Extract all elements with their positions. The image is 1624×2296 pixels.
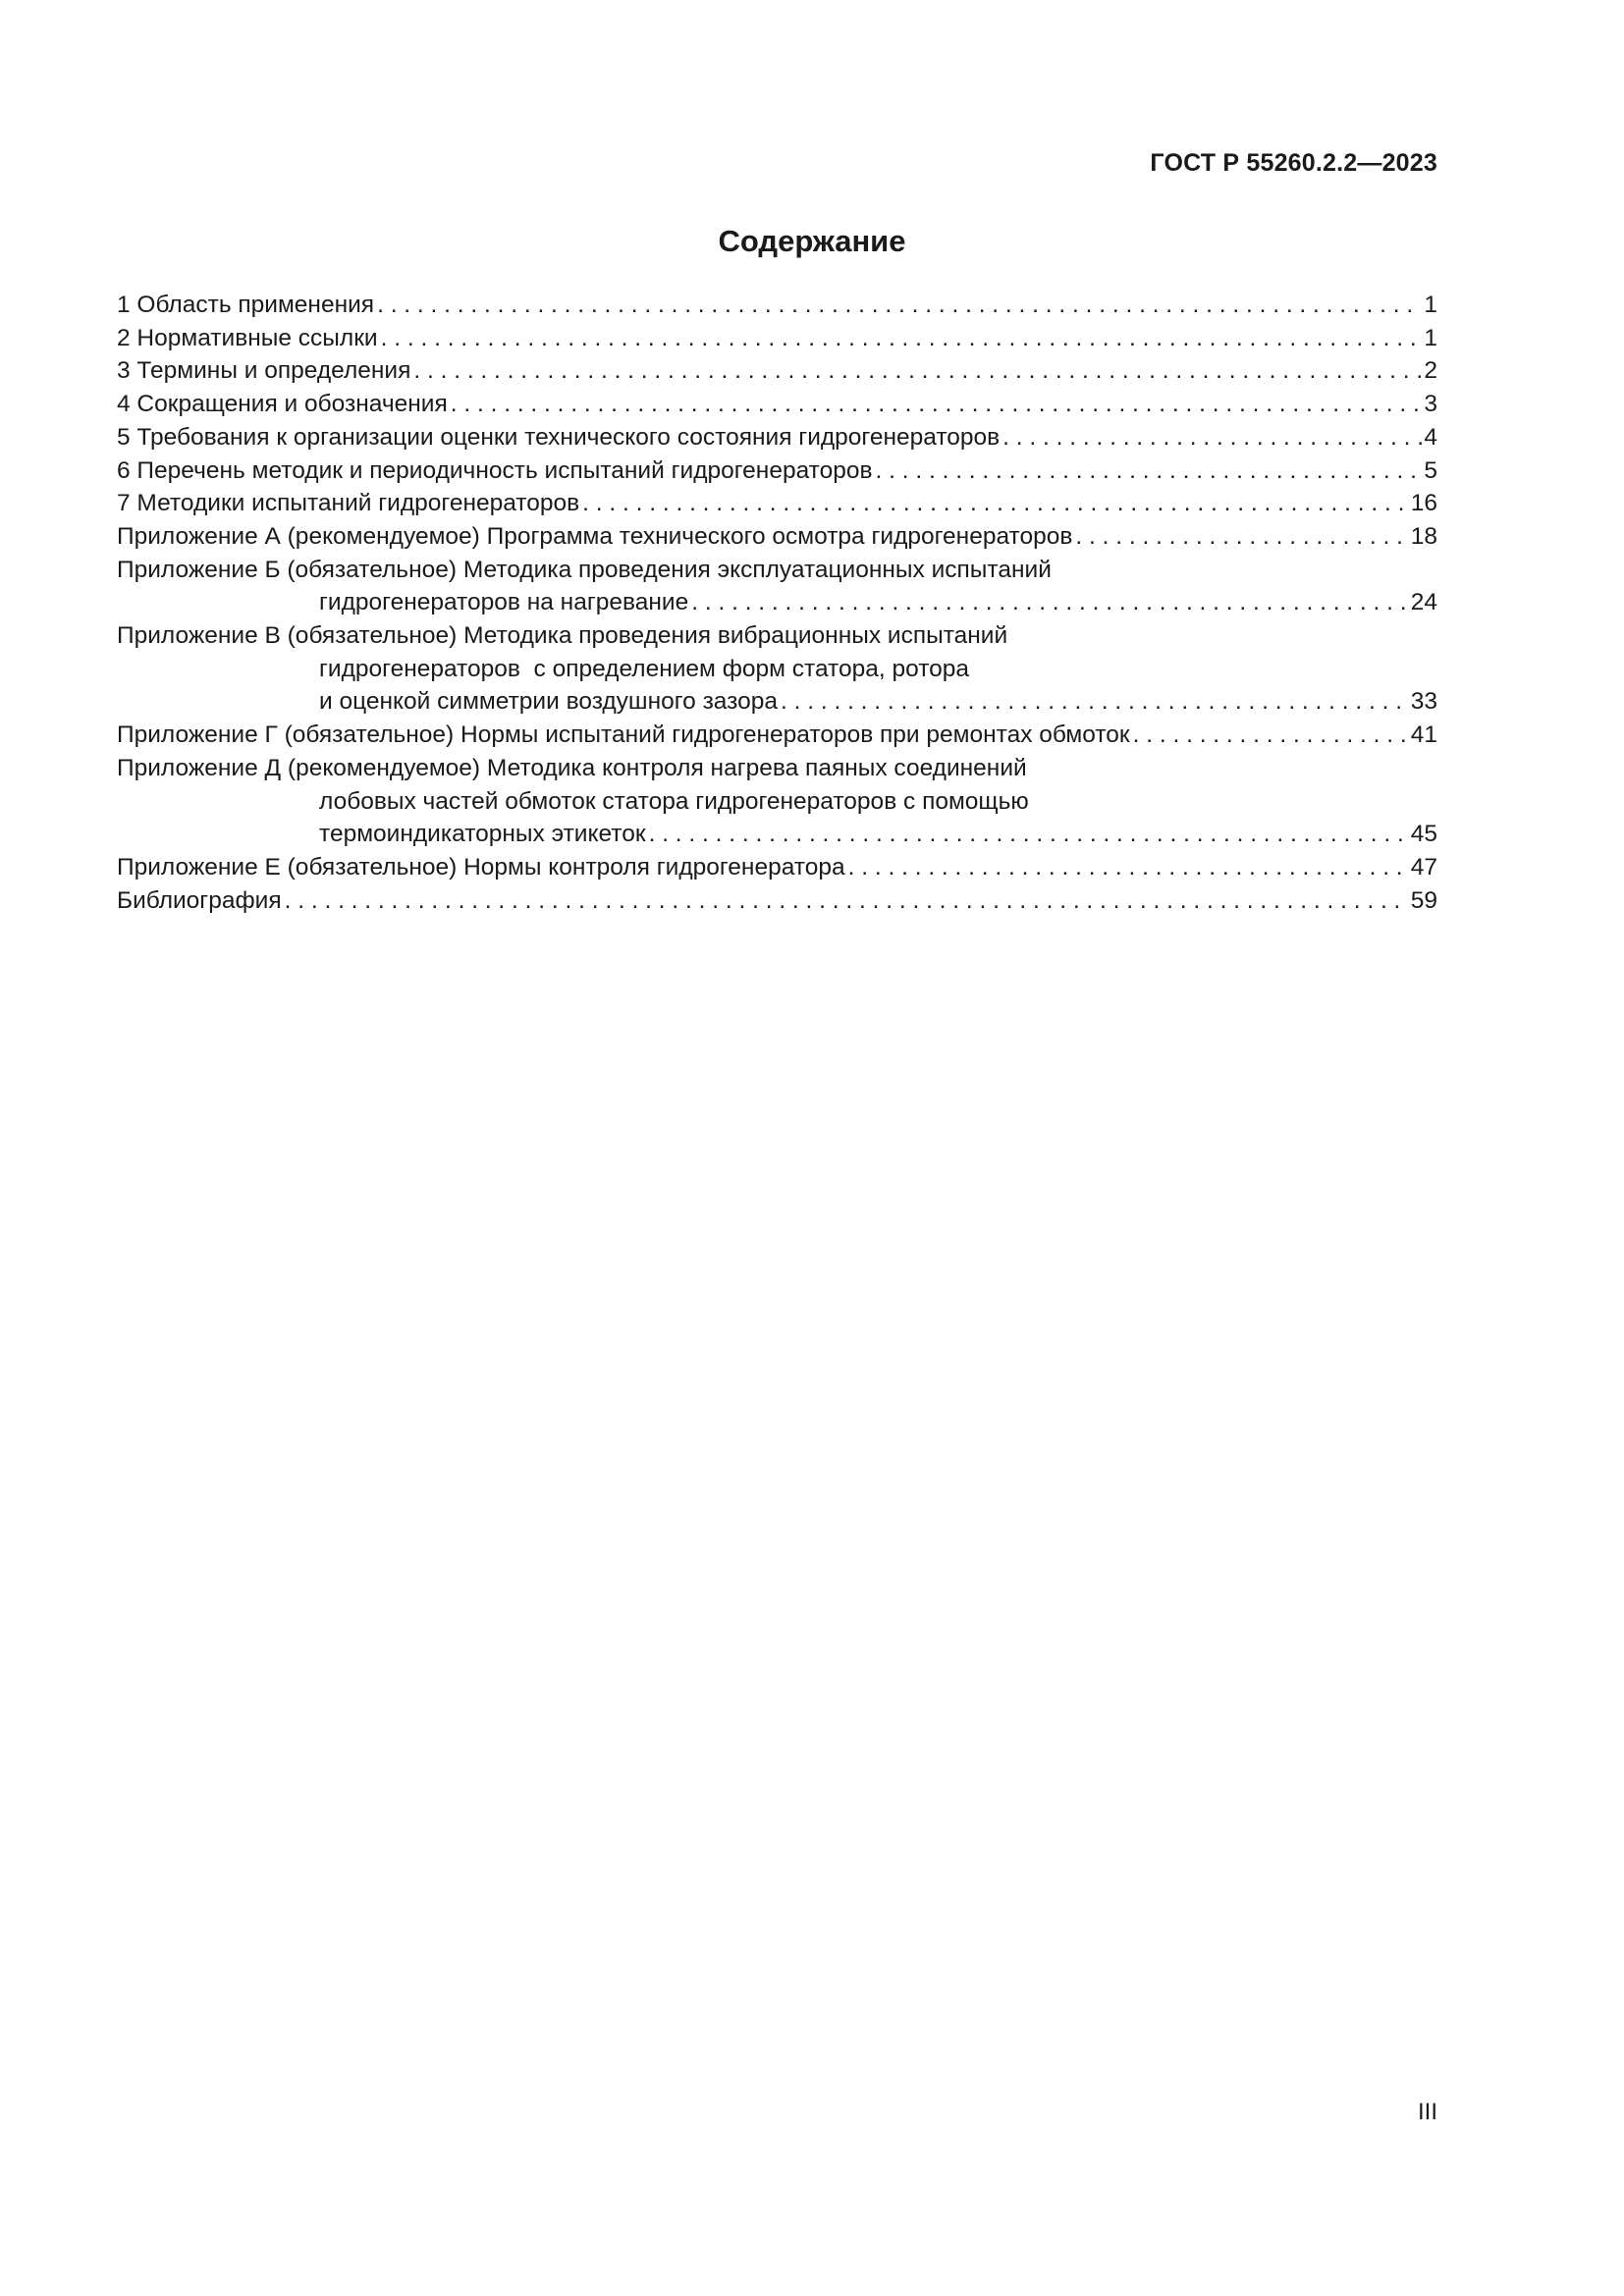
toc-entry-methods-list[interactable] [117,454,1437,488]
toc-entry-text: лобовых частей обмоток статора гидрогенераторов с помощью [319,787,1029,815]
toc-entry-text: термоиндикаторных этикеток [319,821,646,848]
toc-entry-page: 1 [1424,292,1437,318]
table-of-contents [117,289,1437,917]
toc-entry-text: 2 Нормативные ссылки [117,324,378,351]
toc-entry-page: 2 [1424,357,1437,385]
dot-leader [582,487,1409,520]
toc-entry-page: 1 [1424,324,1437,351]
toc-entry-bibliography[interactable] [117,884,1437,918]
dot-leader [377,289,1422,322]
toc-entry-appendix-e[interactable] [117,851,1437,884]
toc-entry-page: 47 [1410,853,1437,881]
dot-leader [285,884,1409,918]
toc-entry-text: Приложение Б (обязательное) Методика проведения эксплуатационных испытаний [117,556,1052,583]
toc-entry-appendix-d[interactable] [117,752,1437,851]
toc-entry-test-methods[interactable] [117,487,1437,520]
toc-entry-scope[interactable] [117,289,1437,322]
toc-entry-requirements[interactable] [117,421,1437,454]
toc-entry-text: Приложение А (рекомендуемое) Программа технического осмотра гидрогенераторов [117,522,1073,550]
dot-leader [381,322,1423,355]
toc-entry-page: 16 [1410,490,1437,517]
toc-entry-text: 3 Термины и определения [117,357,411,385]
dot-leader [1075,520,1408,554]
toc-entry-page: 5 [1424,456,1437,484]
toc-title: Содержание [718,224,906,258]
toc-entry-text: 6 Перечень методик и периодичность испытаний гидрогенераторов [117,456,873,484]
toc-entry-text: 4 Сокращения и обозначения [117,391,448,418]
toc-entry-text: 7 Методики испытаний гидрогенераторов [117,490,580,517]
dot-leader [691,586,1409,619]
dot-leader [848,851,1409,884]
dot-leader [781,685,1409,719]
toc-entry-page: 59 [1410,886,1437,914]
dot-leader [451,388,1423,421]
toc-entry-text: 5 Требования к организации оценки технического состояния гидрогенераторов [117,423,1001,451]
toc-entry-text: 1 Область применения [117,292,375,318]
toc-entry-page: 4 [1424,423,1437,451]
page-number: III [1417,2099,1437,2125]
dot-leader [413,354,1422,388]
toc-entry-appendix-b[interactable] [117,554,1437,619]
toc-entry-text: Приложение Д (рекомендуемое) Методика контроля нагрева паяных соединений [117,754,1027,781]
toc-entry-text: гидрогенераторов на нагревание [319,589,689,616]
document-code: ГОСТ Р 55260.2.2—2023 [1150,149,1437,177]
dot-leader [876,454,1423,488]
toc-entry-text: гидрогенераторов с определением форм статора, ротора [319,655,970,682]
dot-leader [1133,719,1409,752]
toc-entry-page: 18 [1410,522,1437,550]
toc-entry-abbreviations[interactable] [117,388,1437,421]
toc-entry-normative-references[interactable] [117,322,1437,355]
toc-entry-page: 33 [1410,688,1437,716]
toc-entry-appendix-v[interactable] [117,619,1437,719]
toc-entry-page: 45 [1410,821,1437,848]
toc-entry-text: Приложение Е (обязательное) Нормы контроля гидрогенератора [117,853,845,881]
toc-entry-text: и оценкой симметрии воздушного зазора [319,688,778,716]
toc-entry-appendix-g[interactable] [117,719,1437,752]
toc-entry-page: 24 [1410,589,1437,616]
toc-entry-text: Приложение В (обязательное) Методика проведения вибрационных испытаний [117,622,1008,650]
dot-leader [1002,421,1422,454]
toc-entry-page: 41 [1410,721,1437,749]
toc-entry-page: 3 [1424,391,1437,418]
toc-entry-text: Библиография [117,886,282,914]
dot-leader [649,818,1409,851]
toc-entry-terms[interactable] [117,354,1437,388]
toc-entry-appendix-a[interactable] [117,520,1437,554]
toc-entry-text: Приложение Г (обязательное) Нормы испытаний гидрогенераторов при ремонтах обмоток [117,721,1130,749]
